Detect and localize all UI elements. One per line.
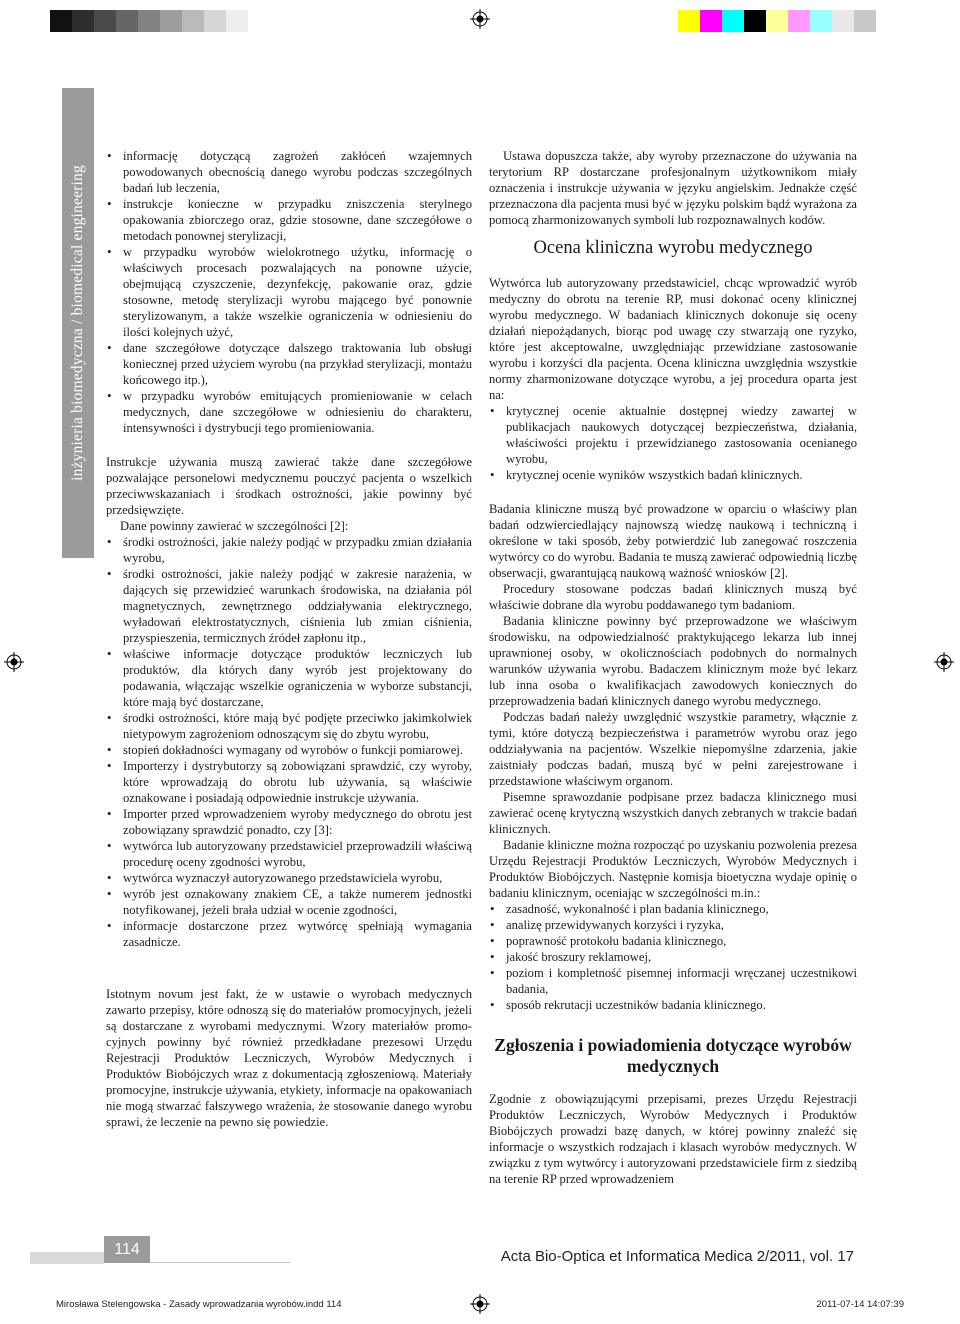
left-paragraph-2: Dane powinny zawierać w szczególności [2]:	[120, 519, 349, 533]
side-band	[62, 88, 94, 558]
list-item: • sposób rekrutacji uczestników badania klinicznego.	[489, 997, 857, 1013]
page-number: 114	[104, 1236, 150, 1263]
right-paragraph-8: Badanie kliniczne można rozpocząć po uzyskaniu pozwolenia prezesa Urzędu Rejestracji Produktów Leczniczych, Wyrobów Medycznych i Produktów Biobójczych. Następnie komisja bioetyczna wydaje opinię o badaniu klinicznym, oceniając w szczególności m.in.:	[489, 838, 857, 900]
gray-swatch	[226, 10, 248, 32]
list-item: • informację dotyczącą zagrożeń zakłóceń wzajemnych powodowanych obecnością danego wyrobu podczas szczególnych badań lub leczenia,	[106, 148, 472, 196]
registration-mark-top	[470, 9, 490, 29]
list-item: • instrukcje konieczne w przypadku zniszczenia sterylnego opakowania zbiorczego oraz, gdzie stosowne, dane szczegółowe o metodach ponownej sterylizacji,	[106, 196, 472, 244]
right-paragraph-5: Badania kliniczne powinny być przeprowadzone we właściwym środowisku, na odpowiedzialność praktykującego lekarza lub innej uprawnionej osoby, w okolicznościach podobnych do normalnych warunków używania wyrobu. Badaczem klinicznym może być lekarz lub inna osoba o kwalifikacjach zawodowych koniecznych do przeprowadzenia badań klinicznych danego wyrobu medycznego.	[489, 614, 857, 708]
registration-mark-bottom	[470, 1294, 490, 1314]
right-column	[489, 148, 857, 1187]
list-item: • krytycznej ocenie aktualnie dostępnej wiedzy zawartej w publikacjach naukowych dotyczącej bezpieczeństwa, działania, właściwości projektu i przewidzianego zastosowania ocenianego wyrobu,	[489, 403, 857, 467]
color-swatch	[744, 10, 766, 32]
color-swatch	[854, 10, 876, 32]
list-item: • środki ostrożności, jakie należy podjąć w przypadku zmian działania wyrobu,	[106, 534, 472, 566]
right-bullet-list-1	[489, 403, 857, 483]
list-item: • zasadność, wykonalność i plan badania klinicznego,	[489, 901, 857, 917]
grayscale-calibration-bar	[50, 10, 248, 32]
list-item: • w przypadku wyrobów emitujących promieniowanie w celach medycznych, dane szczegółowe w odniesieniu do charakteru, intensywności i dystrybucji tego promieniowania.	[106, 388, 472, 436]
left-top-bullet-list	[106, 148, 472, 436]
right-bullet-list-2	[489, 901, 857, 1013]
list-item: • informacje dostarczone przez wytwórcę spełniają wymagania zasadnicze.	[106, 918, 472, 950]
color-swatch	[722, 10, 744, 32]
journal-name: Acta Bio-Optica et Informatica Medica 2/2011, vol. 17	[500, 1248, 854, 1265]
gray-swatch	[138, 10, 160, 32]
list-item: • wytwórca wyznaczył autoryzowanego przedstawiciela wyrobu,	[106, 870, 472, 886]
footer-bar	[30, 1252, 104, 1264]
right-paragraph-9: Zgodnie z obowiązującymi przepisami, prezes Urzędu Rejestracji Produktów Leczniczych, Wyrobów Medycznych i Produktów Biobójczych prowadzi bazę danych, w której powinny znaleźć się informacje o wszystkich rodzajach i klasach wyrobów medycznych. W związku z tym wytwórcy i autoryzowani przedstawiciele firm z siedzibą na terenie RP przed wprowadzeniem	[489, 1092, 857, 1186]
color-swatch	[766, 10, 788, 32]
list-item: • poprawność protokołu badania klinicznego,	[489, 933, 857, 949]
section-heading-clinical-evaluation: Ocena kliniczna wyrobu medycznego	[533, 238, 813, 258]
registration-mark-left	[4, 652, 24, 672]
list-item: • stopień dokładności wymagany od wyrobów o funkcji pomiarowej.	[106, 742, 472, 758]
section-heading-notifications: Zgłoszenia i powiadomienia dotyczące wyrobów medycznych	[494, 1035, 852, 1076]
list-item: • wytwórca lub autoryzowany przedstawiciel przeprowadzili właściwą procedurę oceny zgodności wyrobu,	[106, 838, 472, 870]
gray-swatch	[72, 10, 94, 32]
list-item: • środki ostrożności, jakie należy podjąć w zakresie narażenia, w dających się przewidzieć warunkach środowiska, na działania pól magnetycznych, zewnętrznego oddziaływania elektrycznego, wyładowań elektrostatycznych, ciśnienia lub zmian ciśnienia, przyspieszenia, termicznych źródeł zapłonu itp.,	[106, 566, 472, 646]
side-band-label: inżynieria biomedyczna / biomedical engineering	[69, 165, 86, 481]
list-item: • wyrób jest oznakowany znakiem CE, a także numerem jednostki notyfikowanej, jeżeli brała udział w ocenie zgodności,	[106, 886, 472, 918]
list-item: • krytycznej ocenie wyników wszystkich badań klinicznych.	[489, 467, 857, 483]
color-swatch	[678, 10, 700, 32]
gray-swatch	[116, 10, 138, 32]
list-item: • Importer przed wprowadzeniem wyroby medycznego do obrotu jest zobowiązany sprawdzić ponadto, czy [3]:	[106, 806, 472, 838]
right-paragraph-6: Podczas badań należy uwzględnić wszystkie parametry, włącznie z tymi, które dotyczą bezpieczeństwa i parametrów wyrobu oraz jego oddziaływania na pacjentów. Wszelkie niepomyślne zdarzenia, jakie zaistniały podczas badań, muszą być w pełni zarejestrowane i przedstawione właściwym organom.	[489, 710, 857, 788]
color-swatch	[810, 10, 832, 32]
list-item: • dane szczegółowe dotyczące dalszego traktowania lub obsługi koniecznej przed użyciem wyrobu (na przykład sterylizacji, montażu końcowego itp.),	[106, 340, 472, 388]
list-item: • jakość broszury reklamowej,	[489, 949, 857, 965]
gray-swatch	[160, 10, 182, 32]
list-item: • w przypadku wyrobów wielokrotnego użytku, informację o właściwych procesach pozwalających na ponowne użycie, obejmującą czyszczenie, dezynfekcję, pakowanie oraz, gdzie stosowne, metodę sterylizacji wyrobu mającego być ponownie sterylizowanym, a także wszelkie ograniczenia w odniesieniu do ilości kolejnych użyć,	[106, 244, 472, 340]
left-paragraph-3: Istotnym novum jest fakt, że w ustawie o wyrobach medycznych zawarto przepisy, które odnoszą się do materiałów promocyjnych, jeżeli są dostarczane z wyrobami medycznymi. Wzory materiałów promo-cyjnych powinny być również przedkładane prezesowi Urzędu Rejestracji Produktów Leczniczych, Wyrobów Medycznych i Produktów Biobójczych wraz z dokumentacją zgłoszeniową. Materiały promocyjne, instrukcje używania, etykiety, informacje na opakowaniach nie mogą stwarzać fałszywego wrażenia, że stosowanie danego wyrobu sprawi, że leczenie na pewno się powiedzie.	[106, 987, 472, 1129]
color-swatch	[788, 10, 810, 32]
list-item: • poziom i kompletność pisemnej informacji wręczanej uczestnikowi badania,	[489, 965, 857, 997]
footer-rule	[150, 1262, 290, 1263]
registration-mark-right	[934, 652, 954, 672]
left-mid-bullet-list	[106, 534, 472, 950]
gray-swatch	[182, 10, 204, 32]
list-item: • Importerzy i dystrybutorzy są zobowiązani sprawdzić, czy wyroby, które wprowadzają do obrotu lub używania, są właściwie oznakowane i posiadają odpowiednie instrukcje używania.	[106, 758, 472, 806]
gray-swatch	[204, 10, 226, 32]
list-item: • środki ostrożności, które mają być podjęte przeciwko jakimkolwiek nietypowym zagrożeniom odnoszącym się do zbytu wyrobu,	[106, 710, 472, 742]
print-slug-timestamp: 2011-07-14 14:07:39	[816, 1299, 904, 1310]
right-paragraph-4: Procedury stosowane podczas badań klinicznych muszą być właściwie dobrane dla wyrobu poddawanego tym badaniom.	[489, 582, 857, 612]
left-column	[106, 148, 472, 1130]
right-paragraph-7: Pisemne sprawozdanie podpisane przez badacza klinicznego musi zawierać ocenę krytyczną wszystkich danych zebranych w trakcie badań klinicznych.	[489, 790, 857, 836]
list-item: • analizę przewidywanych korzyści i ryzyka,	[489, 917, 857, 933]
color-calibration-bar	[678, 10, 876, 32]
list-item: • właściwe informacje dotyczące produktów leczniczych lub produktów, dla których dany wyrób jest projektowany do podawania, włączając wszelkie ograniczenia w wyborze substancji, które mają być dostarczane,	[106, 646, 472, 710]
right-paragraph-1: Ustawa dopuszcza także, aby wyroby przeznaczone do używania na terytorium RP dostarczane profesjonalnym użytkownikom miały oznaczenia i instrukcje używania w języku angielskim. Jednakże część przeznaczona dla pacjenta musi być w języku polskim bądź wyrażona za pomocą zharmonizowanych symboli lub rozpoznawalnych kodów.	[489, 149, 857, 227]
gray-swatch	[50, 10, 72, 32]
gray-swatch	[94, 10, 116, 32]
color-swatch	[700, 10, 722, 32]
right-paragraph-3: Badania kliniczne muszą być prowadzone w oparciu o właściwy plan badań odzwierciedlający najnowszą wiedzę naukową i techniczną i określone w taki sposób, żeby potwierdzić lub zanegować roszczenia wytwórcy co do wyrobu. Badania te muszą zawierać odpowiednią liczbę obserwacji, gwarantującą naukową ważność wniosków [2].	[489, 502, 857, 580]
print-slug-filename: Mirosława Stelengowska - Zasady wprowadzania wyrobów.indd 114	[56, 1299, 342, 1310]
color-swatch	[832, 10, 854, 32]
left-paragraph-1: Instrukcje używania muszą zawierać także dane szczegółowe pozwalające personelowi medycznemu pouczyć pacjenta o wszelkich przeciwwskazaniach i środkach ostrożności, jakie powinny być przedsięwzięte.	[106, 455, 472, 517]
right-paragraph-2: Wytwórca lub autoryzowany przedstawiciel, chcąc wprowadzić wyrób medyczny do obrotu na terenie RP, musi dokonać oceny klinicznej wyrobu medycznego. W badaniach klinicznych dokonuje się oceny działań niepożądanych, biorąc pod uwagę czy stwarzają one ryzyko, które jest akceptowalne, uwzględniając przewidziane zastosowanie wyrobu i korzyści dla pacjenta. Ocena kliniczna uwzględnia wszystkie normy zharmonizowane dotyczące wyrobu, a jej procedura oparta jest na:	[489, 276, 857, 402]
